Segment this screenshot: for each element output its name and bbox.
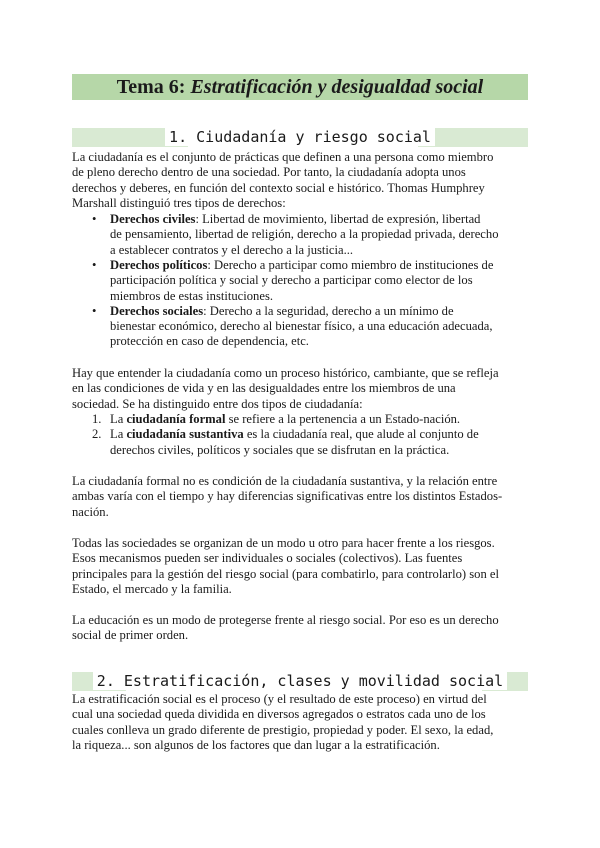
section-heading-text: 2. Estratificación, clases y movilidad social: [93, 672, 507, 690]
paragraph-line: ambas varía con el tiempo y hay diferencias significativas entre los distintos Estados-: [72, 489, 503, 504]
bullet-text-line: protección en caso de dependencia, etc.: [110, 334, 309, 349]
paragraph-line: derechos y deberes, en función del contexto social e histórico. Thomas Humphrey: [72, 180, 485, 195]
item-text-line: derechos civiles, políticos y sociales que se disfrutan en la práctica.: [110, 442, 450, 457]
paragraph-line: cuales conlleva un grado diferente de prestigio, propiedad y poder. El sexo, la edad,: [72, 722, 494, 737]
bullet-icon: •: [92, 303, 97, 318]
page-title: [72, 74, 528, 100]
bullet-text-line: bienestar económico, derecho al bienestar físico, a una educación adecuada,: [110, 319, 493, 334]
paragraph-line: La estratificación social es el proceso (y el resultado de este proceso) en virtud del: [72, 692, 487, 706]
paragraph-line: Esos mecanismos pueden ser individuales o sociales (colectivos). Las fuentes: [72, 551, 463, 566]
item-prefix: La: [110, 412, 127, 426]
item-term: ciudadanía formal: [126, 412, 226, 426]
bullet-term: Derechos políticos: [110, 257, 208, 272]
bullet-item: [110, 212, 480, 227]
paragraph-line: sociedad. Se ha distinguido entre dos tipos de ciudadanía:: [72, 396, 363, 411]
item-prefix: La: [110, 427, 127, 442]
bullet-text: : Derecho a la seguridad, derecho a un mínimo de: [203, 303, 454, 318]
bullet-icon: •: [92, 212, 97, 226]
paragraph-line: de pleno derecho dentro de una sociedad. Por tanto, la ciudadanía adopta unos: [72, 165, 466, 180]
bullet-text-line: miembros de estas instituciones.: [110, 288, 273, 303]
paragraph-line: nación.: [72, 504, 109, 519]
list-number: 1.: [92, 412, 102, 426]
paragraph-line: Estado, el mercado y la familia.: [72, 581, 232, 596]
paragraph-line: Todas las sociedades se organizan de un modo u otro para hacer frente a los riesgos.: [72, 536, 495, 550]
bullet-text-line: a establecer contratos y el derecho a la justicia...: [110, 242, 354, 257]
title-italic: Estratificación y desigualdad social: [190, 76, 484, 98]
paragraph-line: Hay que entender la ciudadanía como un proceso histórico, cambiante, que se refleja: [72, 366, 499, 380]
paragraph-line: en las condiciones de vida y en las desigualdades entre los miembros de una: [72, 381, 456, 396]
title-prefix: Tema 6:: [116, 76, 191, 98]
paragraph-line: La educación es un modo de protegerse frente al riesgo social. Por eso es un derecho: [72, 613, 499, 627]
paragraph-line: La ciudadanía es el conjunto de prácticas que definen a una persona como miembro: [72, 150, 494, 164]
section-heading-text: 1. Ciudadanía y riesgo social: [165, 128, 435, 146]
section-heading-1: [72, 128, 528, 147]
paragraph-line: la riqueza... son algunos de los factores que dan lugar a la estratificación.: [72, 737, 440, 752]
bullet-icon: •: [92, 257, 97, 272]
bullet-term: Derechos sociales: [110, 303, 204, 318]
item-text: se refiere a la pertenencia a un Estado-nación.: [225, 412, 461, 426]
item-term: ciudadanía sustantiva: [126, 427, 244, 442]
ordered-item: [110, 412, 460, 427]
bullet-item: [110, 304, 454, 319]
section-heading-2: [72, 672, 528, 691]
paragraph-line: cual una sociedad queda dividida en diversos agregados o estratos cada uno de los: [72, 707, 486, 722]
item-text: es la ciudadanía real, que alude al conjunto de: [243, 427, 479, 442]
bullet-text: : Derecho a participar como miembro de instituciones de: [207, 257, 494, 272]
bullet-text: : Libertad de movimiento, libertad de expresión, libertad: [195, 212, 481, 226]
paragraph-line: Marshall distinguió tres tipos de derechos:: [72, 195, 286, 210]
paragraph-line: social de primer orden.: [72, 628, 189, 643]
list-number: 2.: [92, 427, 102, 442]
paragraph-line: La ciudadanía formal no es condición de la ciudadanía sustantiva, y la relación entre: [72, 474, 498, 488]
ordered-item: [110, 427, 479, 442]
paragraph-line: principales para la gestión del riesgo social (para combatirlo, para controlarlo) son el: [72, 566, 499, 581]
bullet-text-line: participación política y social y derecho a participar como elector de los: [110, 273, 473, 288]
bullet-term: Derechos civiles: [110, 212, 196, 226]
bullet-item: [110, 258, 493, 273]
bullet-text-line: de pensamiento, libertad de religión, derecho a la propiedad privada, derecho: [110, 227, 499, 242]
